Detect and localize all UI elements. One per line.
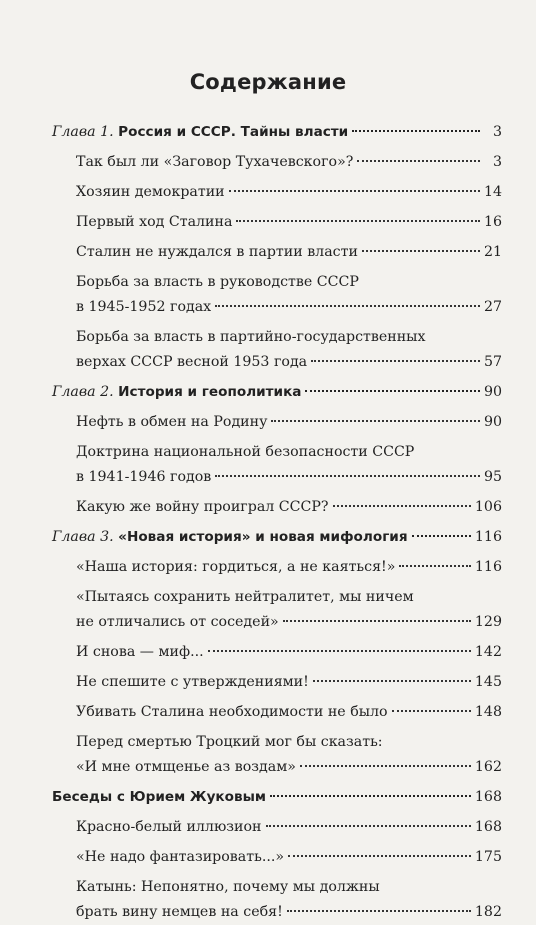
entry-title: верхах СССР весной 1953 года [76, 354, 308, 370]
page-number: 106 [474, 499, 502, 515]
entry-title: Борьба за власть в партийно-государственных [76, 329, 426, 345]
toc-chapter [52, 785, 502, 810]
entry-title: Нефть в обмен на Родину [76, 414, 268, 430]
toc-entry [76, 240, 502, 265]
entry-title: Борьба за власть в руководстве СССР [76, 274, 359, 290]
dot-leader [357, 160, 480, 162]
entry-title: Первый ход Сталина [76, 214, 233, 230]
page-number: 90 [483, 384, 502, 400]
entry-title: Убивать Сталина необходимости не было [76, 704, 388, 720]
page-number: 129 [474, 614, 502, 630]
dot-leader [333, 505, 471, 507]
entry-title: Перед смертью Троцкий мог бы сказать: [76, 734, 383, 750]
entry-title: Не спешите с утверждениями! [76, 674, 309, 690]
page-number: 27 [483, 299, 502, 315]
page-number: 168 [474, 819, 502, 835]
entry-title: «Не надо фантазировать...» [76, 849, 285, 865]
page-number: 3 [492, 154, 502, 170]
toc-entry [76, 210, 502, 235]
toc-entry [76, 270, 502, 320]
chapter-prefix: Глава 2. [52, 384, 119, 400]
page-number: 57 [483, 354, 502, 370]
entry-title: Сталин не нуждался в партии власти [76, 244, 358, 260]
page-number: 175 [474, 849, 502, 865]
entry-title: брать вину немцев на себя! [76, 904, 283, 920]
toc-entry [76, 410, 502, 435]
page-number: 182 [474, 904, 502, 920]
toc-chapter [52, 380, 502, 405]
dot-leader [300, 765, 471, 767]
toc-entry [76, 495, 502, 520]
dot-leader [215, 475, 480, 477]
dot-leader [362, 250, 480, 252]
entry-title: в 1941-1946 годов [76, 469, 212, 485]
dot-leader [270, 795, 471, 797]
chapter-title: Россия и СССР. Тайны власти [118, 124, 349, 140]
dot-leader [236, 220, 480, 222]
toc-entry [76, 150, 502, 175]
dot-leader [313, 680, 471, 682]
dot-leader [266, 825, 471, 827]
page-number: 21 [483, 244, 502, 260]
entry-title: Катынь: Непонятно, почему мы должны [76, 879, 380, 895]
page-number: 168 [474, 789, 502, 805]
dot-leader [399, 565, 470, 567]
dot-leader [305, 390, 479, 392]
dot-leader [288, 855, 471, 857]
chapter-prefix: Глава 1. [52, 124, 119, 140]
chapter-title: Беседы с Юрием Жуковым [52, 789, 267, 805]
page-number: 162 [474, 759, 502, 775]
entry-title: Так был ли «Заговор Тухачевского»? [76, 154, 354, 170]
chapter-prefix: Глава 3. [52, 529, 119, 545]
toc-entry [76, 640, 502, 665]
toc-chapter [52, 120, 502, 145]
entry-title: Какую же войну проиграл СССР? [76, 499, 329, 515]
dot-leader [208, 650, 471, 652]
toc-entry [76, 585, 502, 635]
page-number: 148 [474, 704, 502, 720]
entry-title: Красно-белый иллюзион [76, 819, 262, 835]
toc-entry [76, 555, 502, 580]
toc-entry [76, 670, 502, 695]
toc-entry [76, 845, 502, 870]
dot-leader [392, 710, 471, 712]
page-number: 95 [483, 469, 502, 485]
entry-title: «Наша история: гордиться, а не каяться!» [76, 559, 396, 575]
page-title: Содержание [189, 70, 347, 94]
entry-title: в 1945-1952 годах [76, 299, 212, 315]
chapter-title: «Новая история» и новая мифология [118, 529, 408, 545]
page-number: 145 [474, 674, 502, 690]
toc-entry [76, 325, 502, 375]
page-number: 90 [483, 414, 502, 430]
dot-leader [311, 360, 480, 362]
dot-leader [283, 620, 471, 622]
dot-leader [352, 130, 480, 132]
page-number: 16 [483, 214, 502, 230]
dot-leader [287, 910, 471, 912]
toc-entry [76, 180, 502, 205]
dot-leader [412, 535, 471, 537]
chapter-title: История и геополитика [118, 384, 302, 400]
dot-leader [215, 305, 480, 307]
dot-leader [271, 420, 479, 422]
toc-entry [76, 730, 502, 780]
page-number: 14 [483, 184, 502, 200]
entry-title: Доктрина национальной безопасности СССР [76, 444, 415, 460]
entry-title: не отличались от соседей» [76, 614, 279, 630]
entry-title: «И мне отмщенье аз воздам» [76, 759, 296, 775]
entry-title: «Пытаясь сохранить нейтралитет, мы ничем [76, 589, 414, 605]
dot-leader [229, 190, 480, 192]
entry-title: И снова — миф... [76, 644, 204, 660]
page-number: 3 [492, 124, 502, 140]
toc-entry [76, 875, 502, 925]
toc-entry [76, 815, 502, 840]
toc-entry [76, 440, 502, 490]
toc-entry [76, 700, 502, 725]
toc-chapter [52, 525, 502, 550]
page-number: 142 [474, 644, 502, 660]
page-number: 116 [474, 559, 502, 575]
page-number: 116 [474, 529, 502, 545]
entry-title: Хозяин демократии [76, 184, 225, 200]
